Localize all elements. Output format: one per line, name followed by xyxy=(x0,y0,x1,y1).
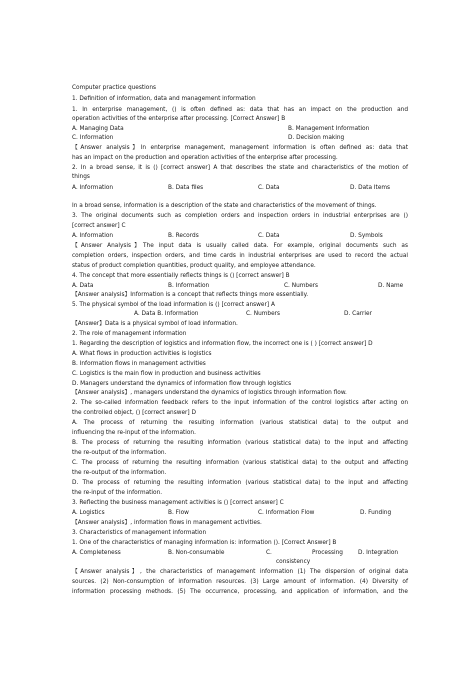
question-text: 1. In enterprise management, () is often defined as: data that has an impact on the production and xyxy=(72,107,408,113)
answer-analysis: 【Answer】Data is a physical symbol of load information. xyxy=(72,321,238,327)
option: D. Funding xyxy=(360,510,392,516)
question-text: 5. The physical symbol of the load information is () [correct answer] A xyxy=(72,302,275,308)
option: A. The process of returning the resulting information (various statistical data) to the output and xyxy=(72,420,408,426)
option: B. Non-consumable xyxy=(168,550,225,556)
option: C. Numbers xyxy=(246,311,281,317)
option: D. Integration xyxy=(358,550,399,556)
section-heading: 2. The role of management information xyxy=(72,331,187,337)
answer-analysis: sources. (2) Non-consumption of information resources. (3) Large amount of information. (4) Diversity of xyxy=(72,579,408,585)
option: C. Information xyxy=(72,135,114,141)
option: D. Name xyxy=(378,283,404,289)
option-continuation: consistency xyxy=(276,559,311,565)
option: B. Information flows in management activities xyxy=(72,361,206,367)
option: C. The process of returning the resulting information (various statistical data) to the output and affecting xyxy=(72,460,408,466)
option: A. Data B. Information xyxy=(134,311,199,317)
option: A. Managing Data xyxy=(72,126,124,132)
question-text: 3. Reflecting the business management activities is () [correct answer] C xyxy=(72,500,284,506)
option: D. The process of returning the resulting information (various statistical data) to the input and affecting xyxy=(72,480,408,486)
option: A. Information xyxy=(72,185,114,191)
paragraph: In a broad sense, information is a description of the state and characteristics of the movement of things. xyxy=(72,203,377,209)
option: C. Data xyxy=(258,233,280,239)
question-text: 2. In a broad sense, it is () [correct answer] A that describes the state and characteristics of the motion of xyxy=(72,165,408,171)
answer-analysis: status of product completion quantities, product quality, and employee attendance. xyxy=(72,263,316,269)
option: Processing xyxy=(312,550,343,556)
option: C. Information Flow xyxy=(258,510,315,516)
option: C. xyxy=(266,550,272,556)
answer-analysis: information processing methods. (5) The occurrence, processing, and application of information, and the xyxy=(72,589,408,595)
option: D. Managers understand the dynamics of information flow through logistics xyxy=(72,381,292,387)
question-text: 2. The so-called information feedback refers to the input information of the control logistics after acting on xyxy=(72,400,408,406)
option: C. Numbers xyxy=(284,283,319,289)
option: C. Data xyxy=(258,185,280,191)
option: B. Records xyxy=(168,233,199,239)
option: C. Logistics is the main flow in production and business activities xyxy=(72,371,261,377)
answer-analysis: has an impact on the production and operation activities of the enterprise after processing. xyxy=(72,155,338,161)
answer-analysis: 【Answer analysis】Information is a concept that reflects things more essentially. xyxy=(72,292,309,298)
option: D. Carrier xyxy=(344,311,372,317)
option: B. The process of returning the resulting information (various statistical data) to the input and affecting xyxy=(72,440,408,446)
option: A. What flows in production activities is logistics xyxy=(72,351,212,357)
option: A. Data xyxy=(72,283,94,289)
option: D. Decision making xyxy=(288,135,345,141)
answer-analysis: 【Answer Analysis】The input data is usually called data. For example, original documents such as xyxy=(72,243,408,249)
question-text: the controlled object, () [correct answer] D xyxy=(72,410,196,416)
doc-title: Computer practice questions xyxy=(72,85,157,91)
option: D. Symbols xyxy=(350,233,383,239)
option: B. Information xyxy=(168,283,210,289)
option: B. Data files xyxy=(168,185,204,191)
question-text: 1. One of the characteristics of managing information is: information (). [Correct Answer] B xyxy=(72,540,337,546)
option: the re-output of the information. xyxy=(72,450,167,456)
option: A. Completeness xyxy=(72,550,121,556)
option: influencing the re-input of the information. xyxy=(72,430,196,436)
answer-analysis: 【Answer analysis】, information flows in management activities. xyxy=(72,520,262,526)
answer-analysis: completion orders, inspection orders, and time cards in industrial enterprises are used to record the actual xyxy=(72,253,408,259)
option: B. Management Information xyxy=(288,126,370,132)
answer-analysis: 【Answer analysis】In enterprise management, management information is often defined as: data that xyxy=(72,145,408,151)
answer-analysis: 【Answer analysis】, managers understand the dynamics of logistics through information flow. xyxy=(72,390,347,396)
question-text: 4. The concept that more essentially reflects things is () [correct answer] B xyxy=(72,273,290,279)
option: A. Logistics xyxy=(72,510,105,516)
question-text: things xyxy=(72,174,90,180)
answer-analysis: 【Answer analysis】, the characteristics of management information (1) The dispersion of original data xyxy=(72,569,408,575)
question-text: operation activities of the enterprise after processing. [Correct Answer] B xyxy=(72,116,286,122)
option: the re-output of the information. xyxy=(72,470,167,476)
option: B. Flow xyxy=(168,510,189,516)
option: the re-input of the information. xyxy=(72,490,163,496)
option: D. Data Items xyxy=(350,185,391,191)
question-text: 3. The original documents such as completion orders and inspection orders in industrial enterprises are () xyxy=(72,213,408,219)
section-heading: 3. Characteristics of management information xyxy=(72,530,207,536)
question-text: 1. Regarding the description of logistics and information flow, the incorrect one is ( ) [correct answer] D xyxy=(72,341,373,347)
question-text: [correct answer] C xyxy=(72,223,126,229)
option: A. Information xyxy=(72,233,114,239)
section-heading: 1. Definition of information, data and management information xyxy=(72,96,256,102)
